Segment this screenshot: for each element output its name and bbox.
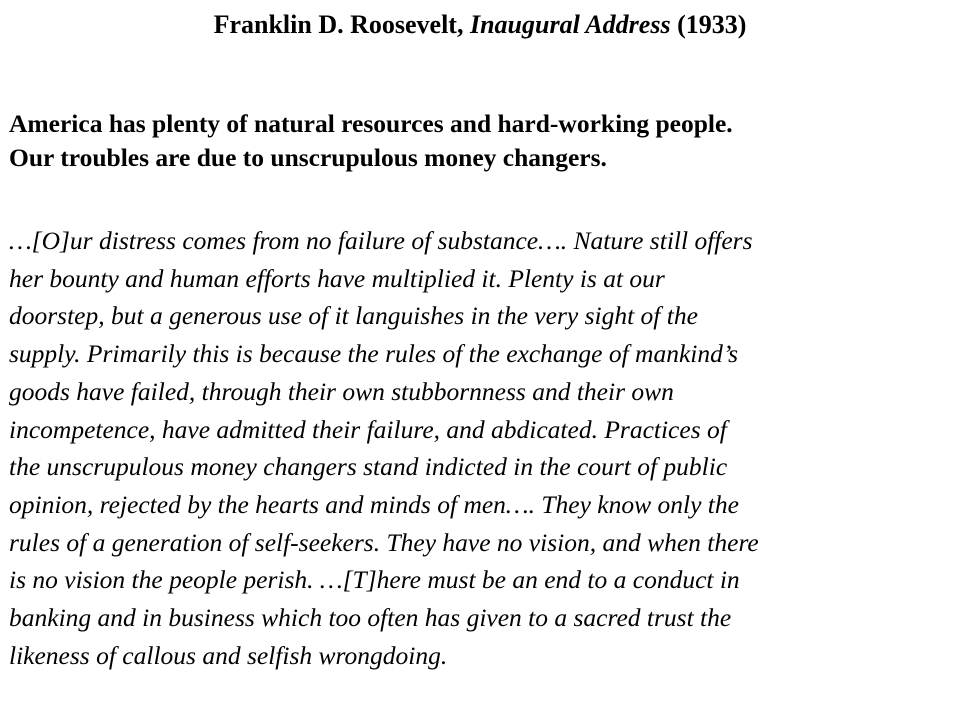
quote-line-7: the unscrupulous money changers stand indicted in the court of public [9,452,728,482]
quote-line-1: …[O]ur distress comes from no failure of substance…. Nature still offers [9,226,753,255]
quote-line-10: is no vision the people perish. …[T]here must be an end to a conduct in [9,565,740,595]
quote-line-3: doorstep, but a generous use of it languishes in the very sight of the [9,301,698,331]
quote-line-8: opinion, rejected by the hearts and minds of men…. They know only the [9,489,739,519]
quote-line-12: likeness of callous and selfish wrongdoing. [9,640,448,670]
quote-line-11: banking and in business which too often has given to a sacred trust the [9,603,732,633]
quote-text [9,222,954,674]
title-year: (1933) [670,10,747,39]
title-work: Inaugural Address [469,10,671,39]
title-author: Franklin D. Roosevelt, [213,10,470,39]
quote-line-2: her bounty and human efforts have multiplied it. Plenty is at our [9,263,665,293]
summary-text [9,107,949,175]
summary-line-2: Our troubles are due to unscrupulous money changers. [9,143,607,172]
summary-line-1: America has plenty of natural resources and hard-working people. [9,109,733,138]
quote-line-6: incompetence, have admitted their failure, and abdicated. Practices of [9,414,727,444]
quote-line-5: goods have failed, through their own stubbornness and their own [9,376,674,406]
quote-line-9: rules of a generation of self-seekers. They have no vision, and when there [9,527,759,557]
slide-title [0,8,960,42]
quote-line-4: supply. Primarily this is because the rules of the exchange of mankind’s [9,339,739,369]
